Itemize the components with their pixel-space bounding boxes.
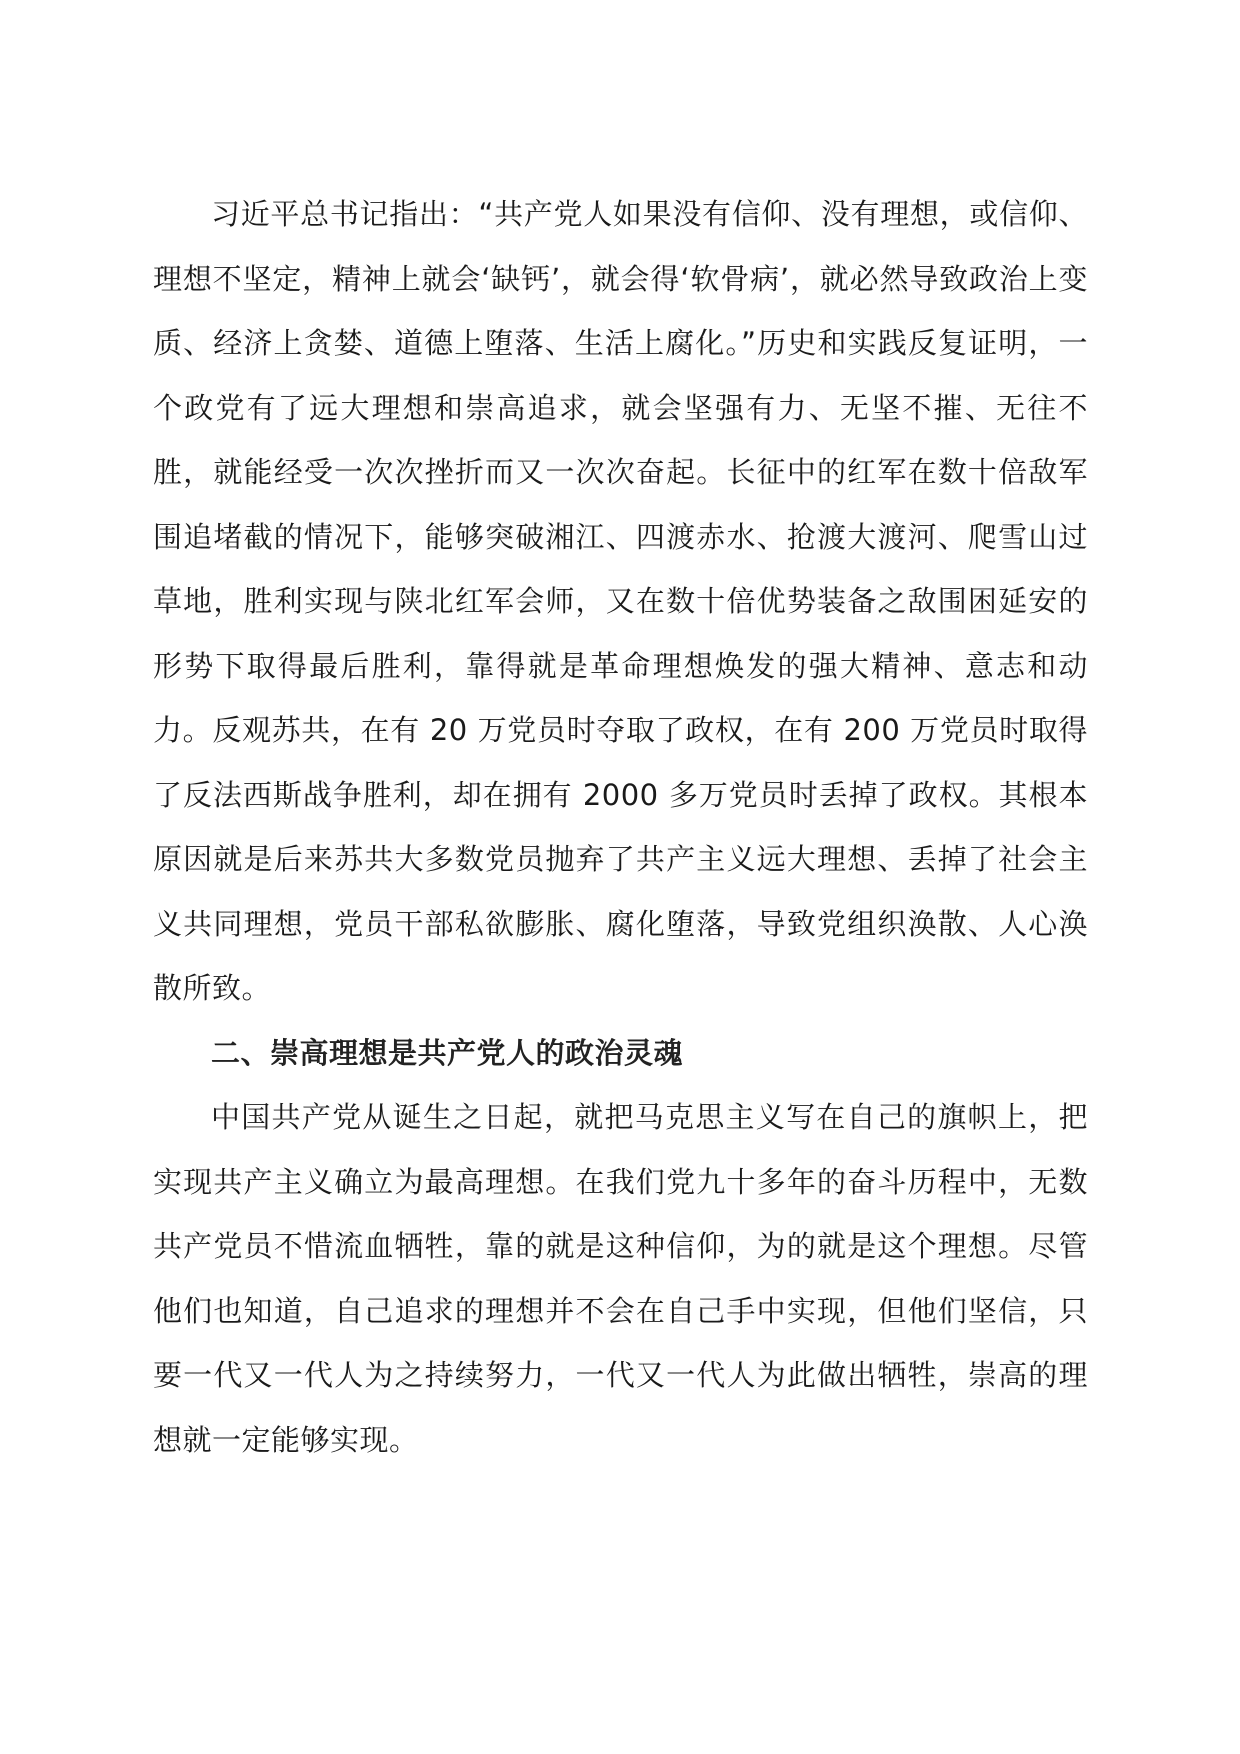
document-body [153,182,1088,1472]
section-heading: 二、崇高理想是共产党人的政治灵魂 [211,1035,684,1070]
body-paragraph-1: 习近平总书记指出：“共产党人如果没有信仰、没有理想，或信仰、理想不坚定，精神上就会‘缺钙’，就会得‘软骨病’，就必然导致政治上变质、经济上贪婪、道德上堕落、生活上腐化。”历史和实践反复证明，一个政党有了远大理想和崇高追求，就会坚强有力、无坚不摧、无往不胜，就能经受一次次挫折而又一次次奋起。长征中的红军在数十倍敌军围追堵截的情况下，能够突破湘江、四渡赤水、抢渡大渡河、爬雪山过草地，胜利实现与陕北红军会师，又在数十倍优势装备之敌围困延安的形势下取得最后胜利，靠得就是革命理想焕发的强大精神、意志和动力。反观苏共，在有 20 万党员时夺取了政权，在有 200 万党员时取得了反法西斯战争胜利，却在拥有 2000 多万党员时丢掉了政权。其根本原因就是后来苏共大多数党员抛弃了共产主义远大理想、丢掉了社会主义共同理想，党员干部私欲膨胀、腐化堕落，导致党组织涣散、人心涣散所致。 [153,197,1088,1005]
body-paragraph-2: 中国共产党从诞生之日起，就把马克思主义写在自己的旗帜上，把实现共产主义确立为最高理想。在我们党九十多年的奋斗历程中，无数共产党员不惜流血牺牲，靠的就是这种信仰，为的就是这个理想。尽管他们也知道，自己追求的理想并不会在自己手中实现，但他们坚信，只要一代又一代人为之持续努力，一代又一代人为此做出牺牲，崇高的理想就一定能够实现。 [153,1100,1088,1457]
